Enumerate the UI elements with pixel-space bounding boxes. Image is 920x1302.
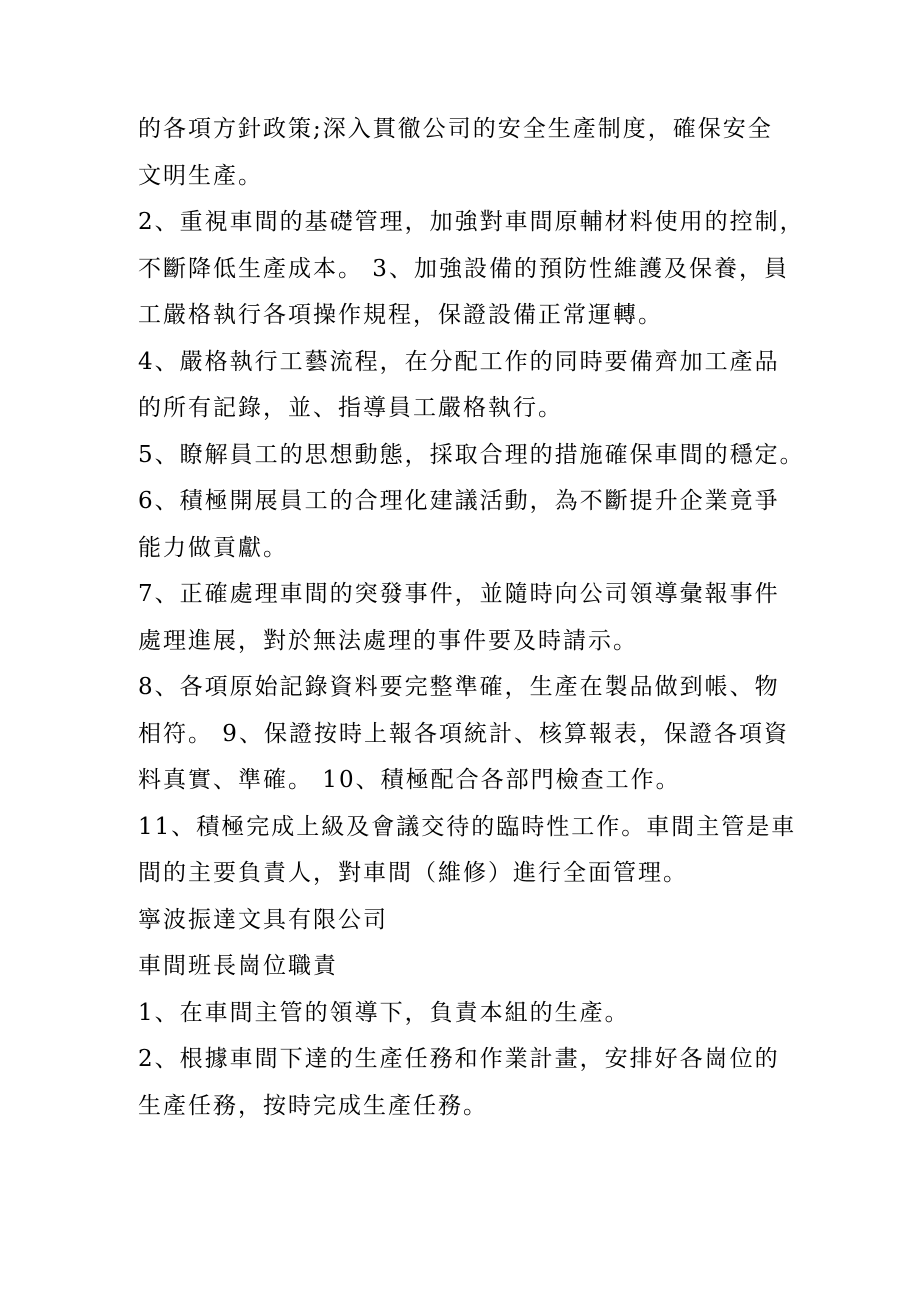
text-line: 相符。 9、保證按時上報各項統計、核算報表，保證各項資 [138,720,789,747]
company-name: 寧波振達文具有限公司 [138,906,388,933]
text-line: 文明生產。 [138,162,263,189]
text-line: 6、積極開展員工的合理化建議活動，為不斷提升企業竟爭 [138,488,780,514]
text-line: 5、瞭解員工的思想動態，採取合理的措施確保車間的穩定。 [138,441,805,468]
text-line: 7、正確處理車間的突發事件，並隨時向公司領導彙報事件 [138,581,780,607]
text-line: 的所有記錄，並、指導員工嚴格執行。 [138,395,563,421]
text-line: 8、各項原始記錄資料要完整準確，生產在製品做到帳、物 [138,674,780,700]
document-body [138,117,806,1140]
text-line: 料真實、準確。 10、積極配合各部門檢查工作。 [138,767,681,793]
section-title: 車間班長崗位職責 [138,953,338,979]
text-line: 1、在車間主管的領導下，負責本組的生產。 [138,999,630,1026]
text-line: 能力做貢獻。 [138,534,288,561]
text-line: 2、重視車間的基礎管理，加強對車間原輔材料使用的控制， [138,209,805,235]
text-line: 間的主要負責人，對車間（維修）進行全面管理。 [138,860,688,886]
text-line: 的各項方針政策;深入貫徹公司的安全生產制度，確保安全 [138,116,773,142]
text-line: 2、根據車間下達的生產任務和作業計畫，安排好各崗位的 [138,1046,780,1072]
text-line: 11、積極完成上級及會議交待的臨時性工作。車間主管是車 [138,813,797,840]
text-line: 4、嚴格執行工藝流程，在分配工作的同時要備齊加工產品 [138,348,780,375]
text-line: 工嚴格執行各項操作規程，保證設備正常運轉。 [138,302,663,328]
text-line: 處理進展，對於無法處理的事件要及時請示。 [138,627,638,654]
text-line: 不斷降低生產成本。 3、加強設備的預防性維護及保養，員 [138,255,789,282]
text-line: 生產任務，按時完成生產任務。 [138,1092,488,1119]
